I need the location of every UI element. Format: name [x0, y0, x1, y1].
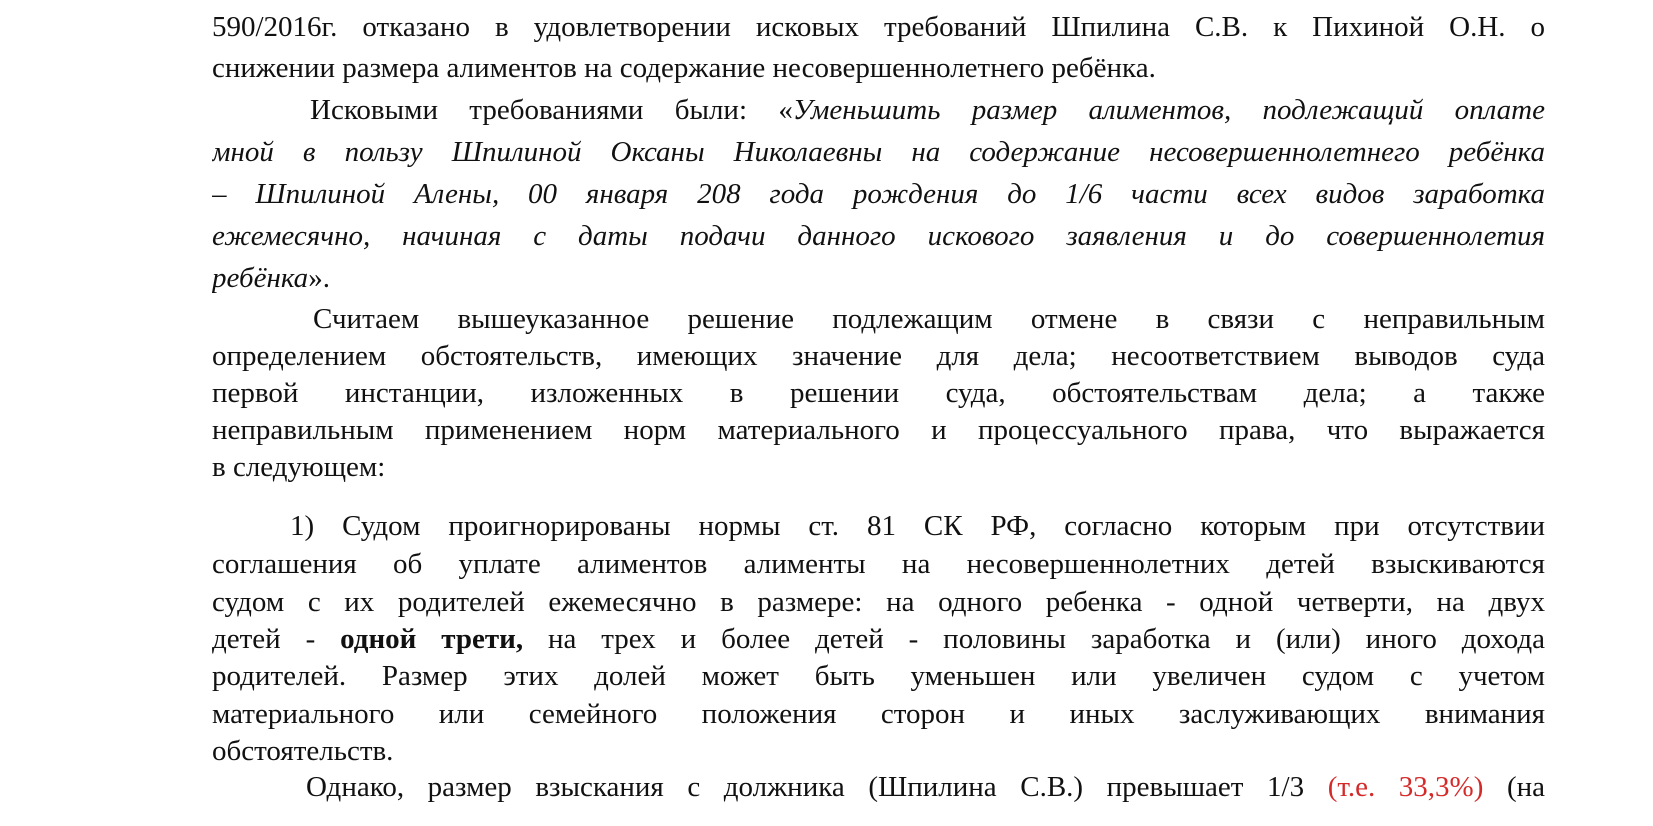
text-run: ».	[308, 262, 330, 294]
text-line	[306, 768, 1545, 806]
text-run: (на	[1483, 771, 1545, 803]
text-line	[310, 91, 1545, 129]
text-line	[212, 545, 1545, 583]
highlighted-text: (т.е. 33,3%)	[1327, 771, 1484, 803]
text-run: в следующем:	[212, 451, 386, 483]
quote-text: ребёнка	[212, 262, 309, 294]
text-line	[212, 8, 1545, 46]
text-run: снижении размера алиментов на содержание несовершеннолетнего ребёнка.	[212, 52, 1156, 84]
text-line	[212, 411, 1545, 449]
quote-line	[212, 175, 1545, 213]
text-line	[212, 448, 1545, 486]
text-line	[212, 732, 1545, 770]
quote-text: мной в пользу Шпилиной Оксаны Николаевны на содержание несовершеннолетнего ребёнка	[212, 136, 1545, 168]
text-line	[212, 337, 1545, 375]
text-run: детей -	[212, 623, 341, 655]
text-run: Однако, размер взыскания с должника (Шпилина С.В.) превышает 1/3	[306, 771, 1328, 803]
text-run: Исковыми требованиями были: «	[310, 94, 793, 126]
text-line	[212, 620, 1545, 658]
text-line	[212, 657, 1545, 695]
text-run: родителей. Размер этих долей может быть уменьшен или увеличен судом с учетом	[212, 660, 1545, 692]
text-line	[212, 49, 1545, 87]
quote-text: – Шпилиной Алены, 00 января 208 года рождения до 1/6 части всех видов заработка	[212, 178, 1545, 210]
quote-line	[212, 217, 1545, 255]
text-line	[290, 507, 1545, 545]
text-run: Считаем вышеуказанное решение подлежащим отмене в связи с неправильным	[313, 303, 1545, 335]
text-run: неправильным применением норм материального и процессуального права, что выражается	[212, 414, 1545, 446]
text-line	[212, 374, 1545, 412]
text-run: определением обстоятельств, имеющих значение для дела; несоответствием выводов суда	[212, 340, 1545, 372]
quote-text: Уменьшить размер алиментов, подлежащий оплате	[792, 94, 1545, 126]
text-line	[212, 695, 1545, 733]
bold-text: одной трети,	[340, 623, 524, 655]
text-run: судом с их родителей ежемесячно в размере: на одного ребенка - одной четверти, на двух	[212, 586, 1545, 618]
text-run: первой инстанции, изложенных в решении суда, обстоятельствам дела; а также	[212, 377, 1545, 409]
text-run: соглашения об уплате алиментов алименты на несовершеннолетних детей взыскиваются	[212, 548, 1545, 580]
text-run: 590/2016г. отказано в удовлетворении исковых требований Шпилина С.В. к Пихиной О.Н. о	[212, 11, 1545, 43]
text-run: обстоятельств.	[212, 735, 394, 767]
quote-line	[212, 133, 1545, 171]
text-run: материального или семейного положения сторон и иных заслуживающих внимания	[212, 698, 1545, 730]
text-run: на трех и более детей - половины заработка и (или) иного дохода	[523, 623, 1545, 655]
text-line	[212, 259, 1545, 297]
quote-text: ежемесячно, начиная с даты подачи данного искового заявления и до совершеннолетия	[212, 220, 1545, 252]
text-line	[313, 300, 1545, 338]
text-line	[212, 583, 1545, 621]
text-run: 1) Судом проигнорированы нормы ст. 81 СК РФ, согласно которым при отсутствии	[290, 510, 1545, 542]
